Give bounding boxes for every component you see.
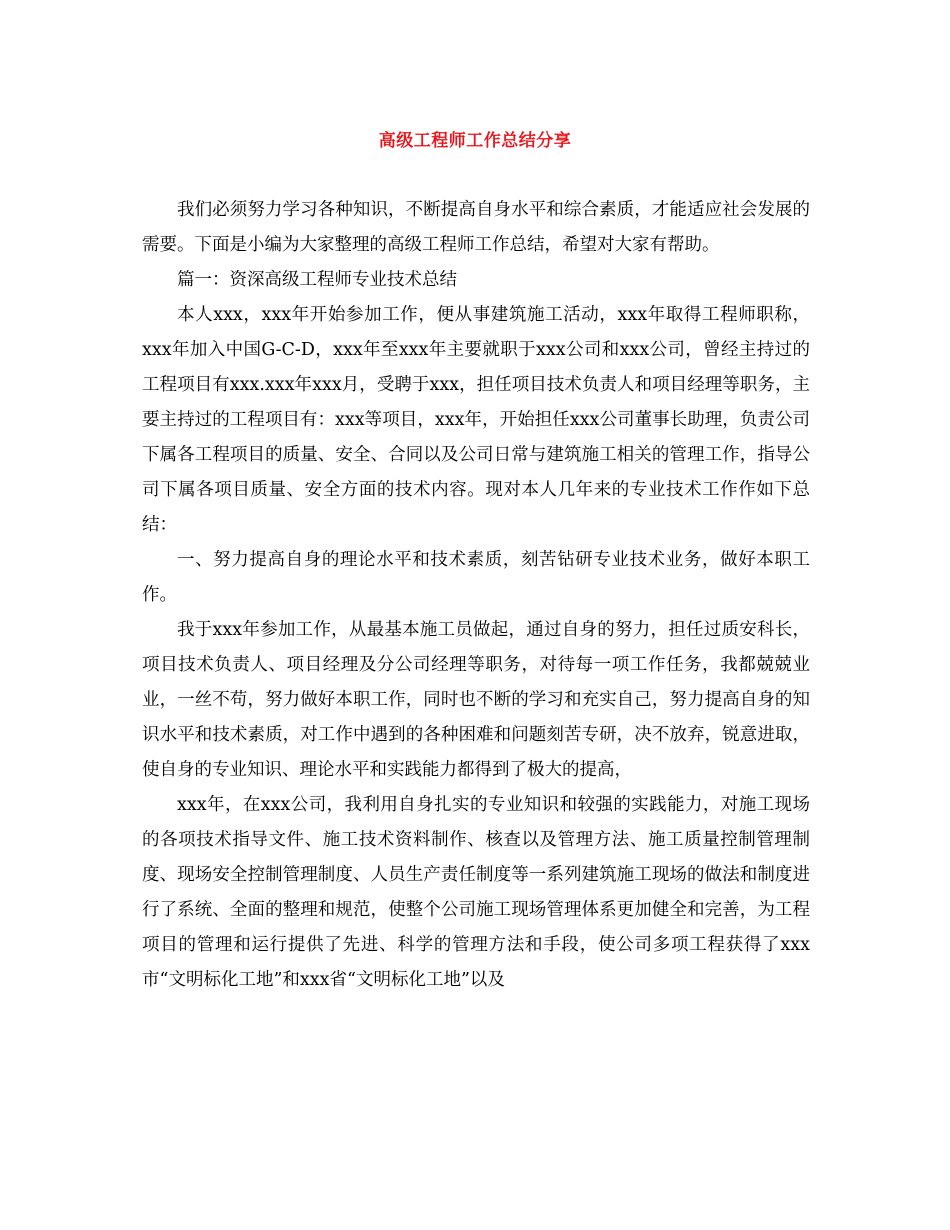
paragraph-background: 本人xxx，xxx年开始参加工作，便从事建筑施工活动，xxx年取得工程师职称，xxx年加入中国G-C-D，xxx年至xxx年主要就职于xxx公司和xxx公司，曾经主持过的工程项目有xxx.xxx年xxx月，受聘于xxx，担任项目技术负责人和项目经理等职务，主要主持过的工程项目有：xxx等项目，xxx年，开始担任xxx公司董事长助理，负责公司下属各工程项目的质量、安全、合同以及公司日常与建筑施工相关的管理工作，指导公司下属各项目质量、安全方面的技术内容。现对本人几年来的专业技术工作作如下总结：: [142, 305, 810, 535]
paragraph-intro: 我们必须努力学习各种知识，不断提高自身水平和综合素质，才能适应社会发展的需要。下面是小编为大家整理的高级工程师工作总结，希望对大家有帮助。: [142, 200, 810, 255]
paragraph-achievements: xxx年，在xxx公司，我利用自身扎实的专业知识和较强的实践能力，对施工现场的各项技术指导文件、施工技术资料制作、核查以及管理方法、施工质量控制管理制度、现场安全控制管理制度、人员生产责任制度等一系列建筑施工现场的做法和制度进行了系统、全面的整理和规范，使整个公司施工现场管理体系更加健全和完善，为工程项目的管理和运行提供了先进、科学的管理方法和手段，使公司多项工程获得了xxx市“文明标化工地”和xxx省“文明标化工地”以及: [142, 795, 810, 990]
paragraph-point-one: 一、努力提高自身的理论水平和技术素质，刻苦钻研专业技术业务，做好本职工作。: [142, 550, 810, 605]
document-body: [142, 193, 810, 998]
document-title: 高级工程师工作总结分享: [378, 131, 572, 151]
paragraph-section-heading: 篇一：资深高级工程师专业技术总结: [177, 270, 457, 290]
paragraph-career: 我于xxx年参加工作，从最基本施工员做起，通过自身的努力，担任过质安科长，项目技术负责人、项目经理及分公司经理等职务，对待每一项工作任务，我都兢兢业业，一丝不苟，努力做好本职工作，同时也不断的学习和充实自己，努力提高自身的知识水平和技术素质，对工作中遇到的各种困难和问题刻苦专研，决不放弃，锐意进取，使自身的专业知识、理论水平和实践能力都得到了极大的提高，: [142, 620, 810, 780]
